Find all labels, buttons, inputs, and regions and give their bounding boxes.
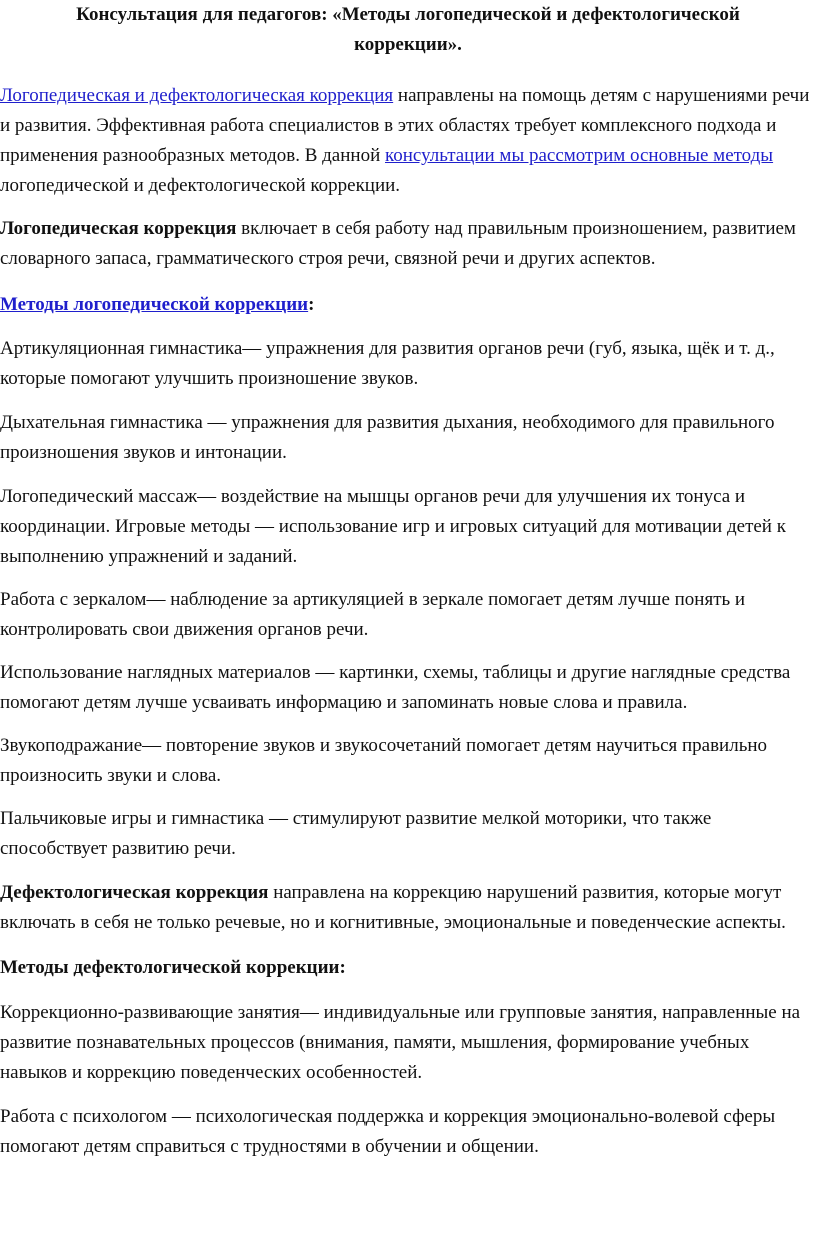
title-line-1: Консультация для педагогов: «Методы логопедической и дефектологической — [76, 4, 740, 25]
defect-method-item: Работа с психологом — психологическая поддержка и коррекция эмоционально-волевой сферы помогают детям справиться с трудностями в обучении и общении. — [0, 1106, 776, 1157]
document-title — [0, 0, 816, 60]
speech-method-item: Использование наглядных материалов — картинки, схемы, таблицы и другие наглядные средства помогают детям лучше усваивать информацию и запоминать новые слова и правила. — [0, 662, 791, 713]
speech-method-item: Логопедический массаж— воздействие на мышцы органов речи для улучшения их тонуса и координации. Игровые методы — использование игр и игровых ситуаций для мотивации детей к выполнению упражнений и заданий. — [0, 486, 786, 567]
defect-method-item: Коррекционно-развивающие занятия— индивидуальные или групповые занятия, направленные на развитие познавательных процессов (внимания, памяти, мышления, формирование учебных навыков и коррекцию поведенческих особенностей. — [0, 1002, 801, 1083]
speech-methods-heading — [0, 290, 816, 320]
intro-link-consultation[interactable]: консультации мы рассмотрим основные методы — [385, 145, 774, 166]
title-line-2: коррекции». — [354, 34, 462, 55]
defect-correction-text: направлена на коррекцию нарушений развития, которые могут включать в себя не только речевые, но и когнитивные, эмоциональные и поведенческие аспекты. — [0, 882, 786, 933]
speech-method-item: Дыхательная гимнастика — упражнения для развития дыхания, необходимого для правильного произношения звуков и интонации. — [0, 412, 775, 463]
speech-method-item: Работа с зеркалом— наблюдение за артикуляцией в зеркале помогает детям лучше понять и контролировать свои движения органов речи. — [0, 589, 746, 640]
speech-method-item: Пальчиковые игры и гимнастика — стимулируют развитие мелкой моторики, что также способствует развитию речи. — [0, 808, 712, 859]
speech-method-item: Артикуляционная гимнастика— упражнения для развития органов речи (губ, языка, щёк и т. д., которые помогают улучшить произношение звуков. — [0, 338, 775, 389]
intro-text-2: логопедической и дефектологической коррекции. — [0, 175, 401, 196]
speech-correction-term: Логопедическая коррекция — [0, 218, 237, 239]
intro-text-1: направлены на помощь детям с нарушениями речи и развития. Эффективная работа специалистов в этих областях требует комплексного подхода и применения разнообразных методов. В данной — [0, 85, 810, 166]
intro-link-correction[interactable]: Логопедическая и дефектологическая коррекция — [0, 85, 394, 106]
speech-correction-text: включает в себя работу над правильным произношением, развитием словарного запаса, грамматического строя речи, связной речи и других аспектов. — [0, 218, 796, 269]
speech-methods-heading-suffix: : — [308, 294, 315, 315]
defect-correction-term: Дефектологическая коррекция — [0, 882, 269, 903]
speech-methods-heading-link[interactable]: Методы логопедической коррекции — [0, 294, 309, 315]
intro-paragraph — [0, 81, 816, 201]
speech-correction-paragraph — [0, 214, 816, 274]
speech-method-item: Звукоподражание— повторение звуков и звукосочетаний помогает детям научиться правильно произносить звуки и слова. — [0, 735, 768, 786]
defect-methods-heading: Методы дефектологической коррекции: — [0, 957, 346, 978]
defect-correction-paragraph — [0, 878, 816, 938]
